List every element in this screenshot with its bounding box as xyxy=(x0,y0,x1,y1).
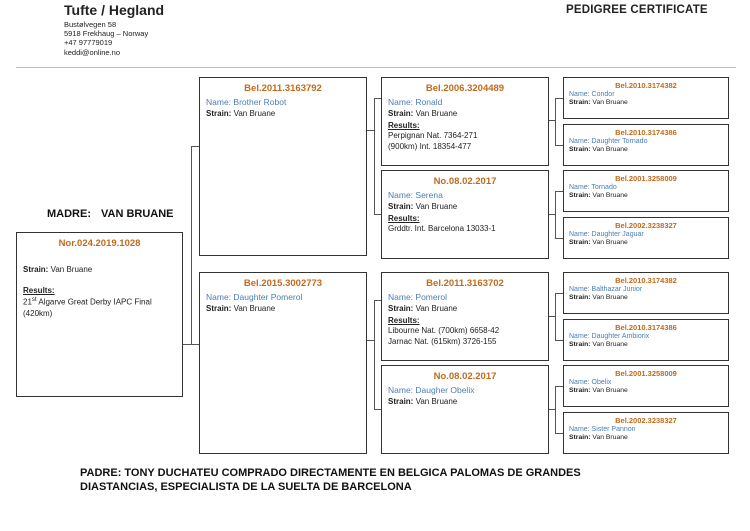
great-grandparent-box xyxy=(563,124,729,166)
connector-line xyxy=(374,300,375,410)
grandparent-box xyxy=(381,170,549,259)
result-text: Algarve Great Derby IAPC Final xyxy=(36,297,152,307)
strain-label: Strain: xyxy=(569,387,591,394)
grandparent-strain xyxy=(382,304,548,313)
strain-label: Strain: xyxy=(388,304,414,313)
grandparent-box xyxy=(381,272,549,361)
strain-value: Van Bruane xyxy=(592,192,628,199)
connector-line xyxy=(374,98,375,215)
great-grandparent-strain xyxy=(564,239,728,246)
great-grandparent-name: Name: Daughter Jaguar xyxy=(569,231,644,238)
grandparent-ring: No.08.02.2017 xyxy=(433,371,497,382)
subject-ring: Nor.024.2019.1028 xyxy=(58,238,141,249)
connector-line xyxy=(555,238,563,239)
connector-line xyxy=(555,433,563,434)
grandparent-name: Name: Daugher Obelix xyxy=(388,385,475,395)
owner-city: 5918 Frekhaug – Norway xyxy=(64,29,149,38)
results-label: Results: xyxy=(388,214,420,223)
great-grandparent-ring: Bel.2001.3258009 xyxy=(615,369,677,378)
great-grandparent-strain xyxy=(564,294,728,301)
connector-line xyxy=(555,386,556,433)
connector-line xyxy=(191,146,192,345)
certificate-title: PEDIGREE CERTIFICATE xyxy=(566,4,708,16)
subject-strain xyxy=(17,265,182,274)
great-grandparent-ring: Bel.2010.3174382 xyxy=(615,276,677,285)
connector-line xyxy=(555,98,563,99)
great-grandparent-box xyxy=(563,77,729,119)
great-grandparent-box xyxy=(563,170,729,212)
grandparent-strain xyxy=(382,397,548,406)
strain-label: Strain: xyxy=(569,341,591,348)
connector-line xyxy=(555,340,563,341)
great-grandparent-box xyxy=(563,412,729,454)
result-line: Perpignan Nat. 7364-271 xyxy=(388,131,478,140)
connector-line xyxy=(555,386,563,387)
great-grandparent-ring: Bel.2001.3258009 xyxy=(615,174,677,183)
dam-name: Name: Daughter Pomerol xyxy=(206,292,303,302)
grandparent-box xyxy=(381,77,549,166)
great-grandparent-name: Name: Obelix xyxy=(569,379,612,386)
connector-line xyxy=(374,409,381,410)
owner-address: Bustølvegen 58 xyxy=(64,20,117,29)
great-grandparent-box xyxy=(563,272,729,314)
sire-strain xyxy=(200,109,366,118)
great-grandparent-name: Name: Tornado xyxy=(569,184,617,191)
great-grandparent-box xyxy=(563,217,729,259)
grandparent-name: Name: Pomerol xyxy=(388,292,448,302)
results-label: Results: xyxy=(388,316,420,325)
grandparent-ring: No.08.02.2017 xyxy=(433,176,497,187)
connector-line xyxy=(374,98,381,99)
grandparent-strain xyxy=(382,109,548,118)
great-grandparent-box xyxy=(563,319,729,361)
sire-name: Name: Brother Robot xyxy=(206,97,287,107)
grandparent-name: Name: Ronald xyxy=(388,97,443,107)
dam-strain xyxy=(200,304,366,313)
strain-value: Van Bruane xyxy=(592,434,628,441)
strain-label: Strain: xyxy=(569,434,591,441)
great-grandparent-name: Name: Sister Pannon xyxy=(569,426,636,433)
great-grandparent-name: Name: Condor xyxy=(569,91,615,98)
great-grandparent-box xyxy=(563,365,729,407)
strain-label: Strain: xyxy=(388,109,414,118)
connector-line xyxy=(367,340,374,341)
owner-phone: +47 97779019 xyxy=(64,38,113,47)
great-grandparent-name: Name: Daughter Tornado xyxy=(569,138,648,145)
strain-label: Strain: xyxy=(569,99,591,106)
strain-value: Van Bruane xyxy=(50,265,93,274)
connector-line xyxy=(367,130,374,131)
great-grandparent-strain xyxy=(564,192,728,199)
strain-label: Strain: xyxy=(388,397,414,406)
connector-line xyxy=(555,191,563,192)
subject-result-1 xyxy=(17,295,182,308)
grandparent-name: Name: Serena xyxy=(388,190,443,200)
strain-label: Strain: xyxy=(206,109,232,118)
result-line: Grddtr. Int. Barcelona 13033-1 xyxy=(388,224,496,233)
connector-line xyxy=(555,293,556,340)
connector-line xyxy=(555,293,563,294)
dam-ring: Bel.2015.3002773 xyxy=(243,278,323,289)
madre-key: MADRE: xyxy=(47,208,91,220)
strain-value: Van Bruane xyxy=(592,387,628,394)
connector-line xyxy=(555,191,556,238)
great-grandparent-ring: Bel.2010.3174382 xyxy=(615,81,677,90)
strain-value: Van Bruane xyxy=(415,304,458,313)
great-grandparent-ring: Bel.2010.3174386 xyxy=(615,128,677,137)
great-grandparent-strain xyxy=(564,99,728,106)
great-grandparent-ring: Bel.2002.3238327 xyxy=(615,416,677,425)
padre-line-1: PADRE: TONY DUCHATEU COMPRADO DIRECTAMENTE EN BELGICA PALOMAS DE GRANDES xyxy=(80,467,581,479)
owner-name: Tufte / Hegland xyxy=(64,2,165,18)
great-grandparent-name: Name: Daughter Ambiorix xyxy=(569,333,650,340)
strain-label: Strain: xyxy=(206,304,232,313)
padre-note xyxy=(80,466,620,494)
connector-line xyxy=(555,98,556,145)
strain-value: Van Bruane xyxy=(415,397,458,406)
strain-value: Van Bruane xyxy=(415,109,458,118)
connector-line xyxy=(374,214,381,215)
madre-label xyxy=(47,208,174,220)
grandparent-strain xyxy=(382,202,548,211)
madre-value: VAN BRUANE xyxy=(101,208,174,220)
result-ordinal: 21 xyxy=(23,297,32,307)
strain-value: Van Bruane xyxy=(233,304,276,313)
result-line: Jarnac Nat. (615km) 3726-155 xyxy=(388,337,497,346)
great-grandparent-strain xyxy=(564,434,728,441)
strain-label: Strain: xyxy=(23,265,49,274)
connector-line xyxy=(555,145,563,146)
connector-line xyxy=(374,300,381,301)
grandparent-ring: Bel.2006.3204489 xyxy=(425,83,505,94)
strain-label: Strain: xyxy=(569,239,591,246)
subject-box xyxy=(16,232,183,397)
grandparent-box xyxy=(381,365,549,454)
strain-label: Strain: xyxy=(569,146,591,153)
strain-label: Strain: xyxy=(569,294,591,301)
strain-label: Strain: xyxy=(388,202,414,211)
great-grandparent-name: Name: Balthazar Junior xyxy=(569,286,643,293)
padre-line-2: DIASTANCIAS, ESPECIALISTA DE LA SUELTA DE BARCELONA xyxy=(80,481,412,493)
dam-box xyxy=(199,272,367,454)
connector-line xyxy=(183,344,199,345)
strain-value: Van Bruane xyxy=(592,341,628,348)
header-divider xyxy=(16,67,736,68)
great-grandparent-strain xyxy=(564,146,728,153)
strain-value: Van Bruane xyxy=(592,99,628,106)
result-suffix: st xyxy=(31,297,37,303)
great-grandparent-ring: Bel.2002.3238327 xyxy=(615,221,677,230)
result-line: (900km) Int. 18354-477 xyxy=(388,142,472,151)
result-line: Libourne Nat. (700km) 6658-42 xyxy=(388,326,500,335)
sire-box xyxy=(199,77,367,256)
strain-value: Van Bruane xyxy=(592,294,628,301)
subject-result-2: (420km) xyxy=(23,308,53,318)
strain-value: Van Bruane xyxy=(415,202,458,211)
subject-results-label: Results: xyxy=(23,286,55,295)
great-grandparent-strain xyxy=(564,341,728,348)
great-grandparent-ring: Bel.2010.3174386 xyxy=(615,323,677,332)
great-grandparent-strain xyxy=(564,387,728,394)
grandparent-ring: Bel.2011.3163702 xyxy=(426,278,504,289)
sire-ring: Bel.2011.3163792 xyxy=(244,83,322,94)
strain-value: Van Bruane xyxy=(592,146,628,153)
strain-value: Van Bruane xyxy=(592,239,628,246)
strain-label: Strain: xyxy=(569,192,591,199)
owner-email: keddi@online.no xyxy=(64,48,120,57)
strain-value: Van Bruane xyxy=(233,109,276,118)
results-label: Results: xyxy=(388,121,420,130)
connector-line xyxy=(191,146,199,147)
